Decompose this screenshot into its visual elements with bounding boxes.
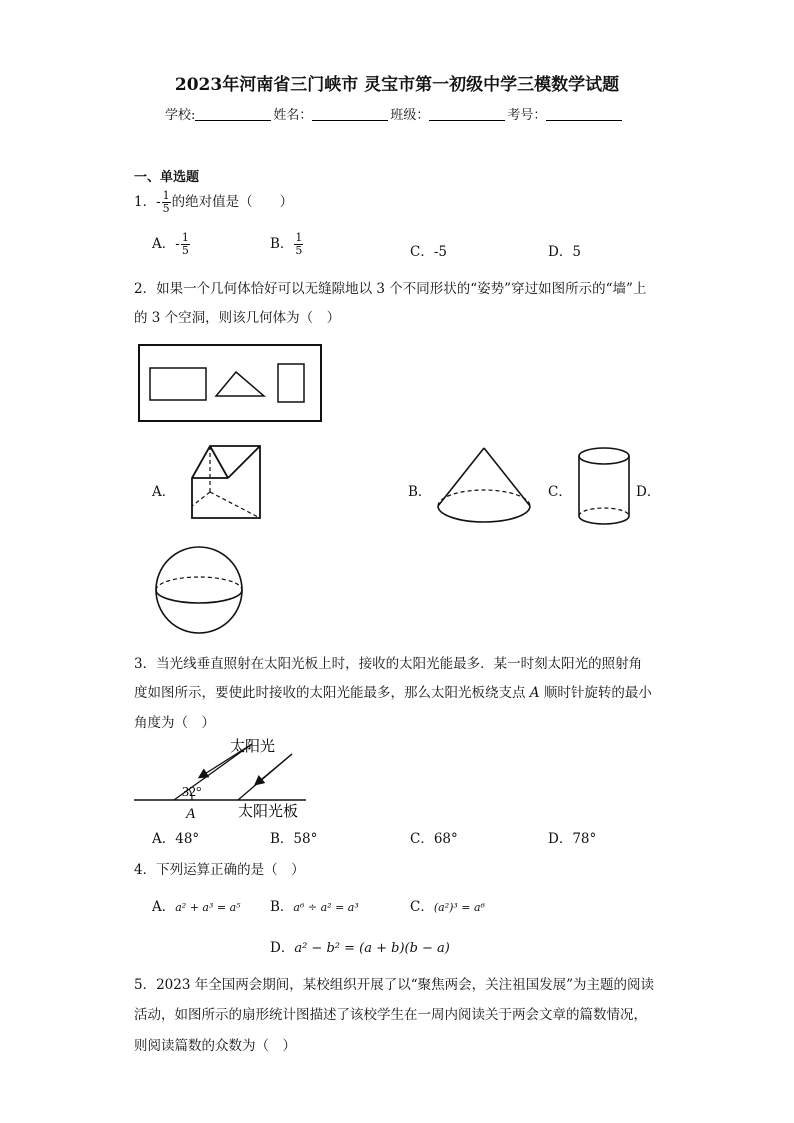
q4-a-label: A． xyxy=(152,899,176,915)
q1-number: 1． xyxy=(134,194,157,210)
q4-option-a[interactable] xyxy=(152,895,241,915)
triangular-prism-figure[interactable] xyxy=(190,442,266,524)
q4-b-label: B． xyxy=(270,899,294,915)
name-label: 姓名： xyxy=(273,108,313,123)
q1-b-fraction xyxy=(294,232,303,257)
q1-sign: - xyxy=(156,194,161,210)
q2-option-c-label[interactable]: C． xyxy=(548,484,572,500)
id-label: 考号： xyxy=(507,108,547,123)
q4-d-label: D． xyxy=(270,940,295,956)
class-label: 班级： xyxy=(390,108,430,123)
question-1-stem xyxy=(134,190,293,215)
q4-option-c[interactable] xyxy=(410,895,485,915)
sun-label: 太阳光 xyxy=(230,739,276,755)
q3-option-c[interactable]: C．68° xyxy=(410,831,458,847)
q3-line-2a: 度如图所示，要使此时接收的太阳光能最多，那么太阳光板绕支点 xyxy=(134,685,530,701)
q1-a-label: A． xyxy=(152,236,176,252)
q3-line-1: 3．当光线垂直照射在太阳光板上时，接收的太阳光能最多．某一时刻太阳光的照射角 xyxy=(134,656,643,672)
q3-line-2 xyxy=(134,681,652,701)
q4-b-expr: a⁶ ÷ a² = a³ xyxy=(293,901,359,914)
q3-option-d[interactable]: D．78° xyxy=(548,831,597,847)
q3-line-2b: 顺时针旋转的最小 xyxy=(539,685,652,701)
q1-fraction xyxy=(162,190,171,215)
q2-line-1: 2．如果一个几何体恰好可以无缝隙地以 3 个不同形状的“姿势”穿过如图所示的“墙”上 xyxy=(134,281,647,297)
q5-line-3: 则阅读篇数的众数为（ ） xyxy=(134,1038,296,1054)
q4-a-expr: a² + a³ = a⁵ xyxy=(175,901,241,914)
q1-a-den: 5 xyxy=(181,244,189,257)
q3-option-a[interactable]: A．48° xyxy=(152,831,200,847)
q4-c-label: C． xyxy=(410,899,434,915)
q4-d-expr: a² − b² = (a + b)(b − a) xyxy=(294,941,450,956)
q1-b-den: 5 xyxy=(295,244,303,257)
school-label: 学校: xyxy=(165,108,196,123)
q1-a-num: 1 xyxy=(181,231,189,244)
panel-label: 太阳光板 xyxy=(238,804,299,820)
school-blank[interactable] xyxy=(195,108,271,121)
q4-c-expr: (a²)³ = a⁶ xyxy=(433,901,485,914)
angle-label: 32° xyxy=(182,785,202,800)
q3-point-var: A xyxy=(529,685,540,701)
class-blank[interactable] xyxy=(429,108,505,121)
q2-option-a-label[interactable]: A． xyxy=(152,484,176,500)
q1-frac-den: 5 xyxy=(162,202,170,215)
q3-line-3: 角度为（ ） xyxy=(134,715,215,731)
q1-a-fraction xyxy=(181,232,190,257)
q1-option-b[interactable] xyxy=(270,232,304,257)
id-blank[interactable] xyxy=(546,108,622,121)
q5-line-2: 活动，如图所示的扇形统计图描述了该校学生在一周内阅读关于两会文章的篇数情况， xyxy=(134,1007,647,1023)
q1-option-c[interactable]: C．-5 xyxy=(410,244,447,260)
name-blank[interactable] xyxy=(312,108,388,121)
q4-option-d[interactable] xyxy=(270,936,450,956)
q2-option-d-label[interactable]: D． xyxy=(636,484,661,500)
sphere-figure[interactable] xyxy=(154,546,244,636)
q4-option-b[interactable] xyxy=(270,895,359,915)
section-heading: 一、单选题 xyxy=(134,170,200,185)
q1-option-a[interactable] xyxy=(152,232,191,257)
q1-stem-text: 的绝对值是（ ） xyxy=(171,194,294,210)
pivot-label: A xyxy=(186,806,196,822)
q2-option-b-label[interactable]: B． xyxy=(408,484,432,500)
wall-figure xyxy=(138,344,322,422)
sunlight-panel-figure xyxy=(134,734,344,822)
q4-stem: 4．下列运算正确的是（ ） xyxy=(134,862,305,878)
q1-b-num: 1 xyxy=(295,231,303,244)
page-title: 2023年河南省三门峡市 灵宝市第一初级中学三模数学试题 xyxy=(174,75,620,95)
q5-line-1: 5．2023 年全国两会期间，某校组织开展了以“聚焦两会，关注祖国发展”为主题的阅读 xyxy=(134,977,655,993)
q1-option-d[interactable]: D．5 xyxy=(548,244,581,260)
q1-a-sign: - xyxy=(175,236,180,252)
q2-line-2: 的 3 个空洞，则该几何体为（ ） xyxy=(134,310,341,326)
q1-b-label: B． xyxy=(270,236,294,252)
cone-figure[interactable] xyxy=(436,446,532,526)
q3-option-b[interactable]: B．58° xyxy=(270,831,318,847)
student-info-line xyxy=(165,104,624,123)
q1-frac-num: 1 xyxy=(162,189,170,202)
cylinder-figure[interactable] xyxy=(577,446,631,528)
